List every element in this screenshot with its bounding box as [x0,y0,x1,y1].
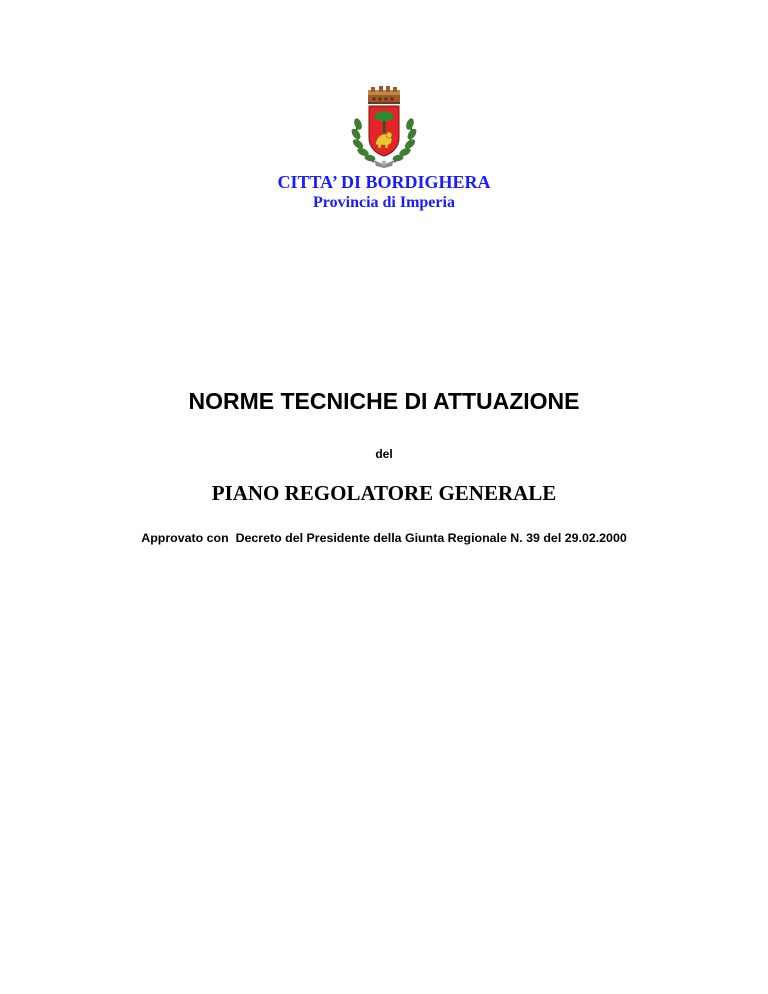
province-name: Provincia di Imperia [313,194,455,211]
shield [369,106,399,156]
city-name: CITTA’ DI BORDIGHERA [277,172,491,192]
title-connector: del [375,447,393,461]
mural-crown [368,86,400,104]
ribbon [374,160,394,168]
city-coat-of-arms-icon [344,86,424,168]
approval-note: Approvato con Decreto del Presidente della Giunta Regionale N. 39 del 29.02.2000 [141,531,627,545]
document-title: NORME TECNICHE DI ATTUAZIONE [188,388,580,414]
document-subtitle: PIANO REGOLATORE GENERALE [211,481,557,505]
